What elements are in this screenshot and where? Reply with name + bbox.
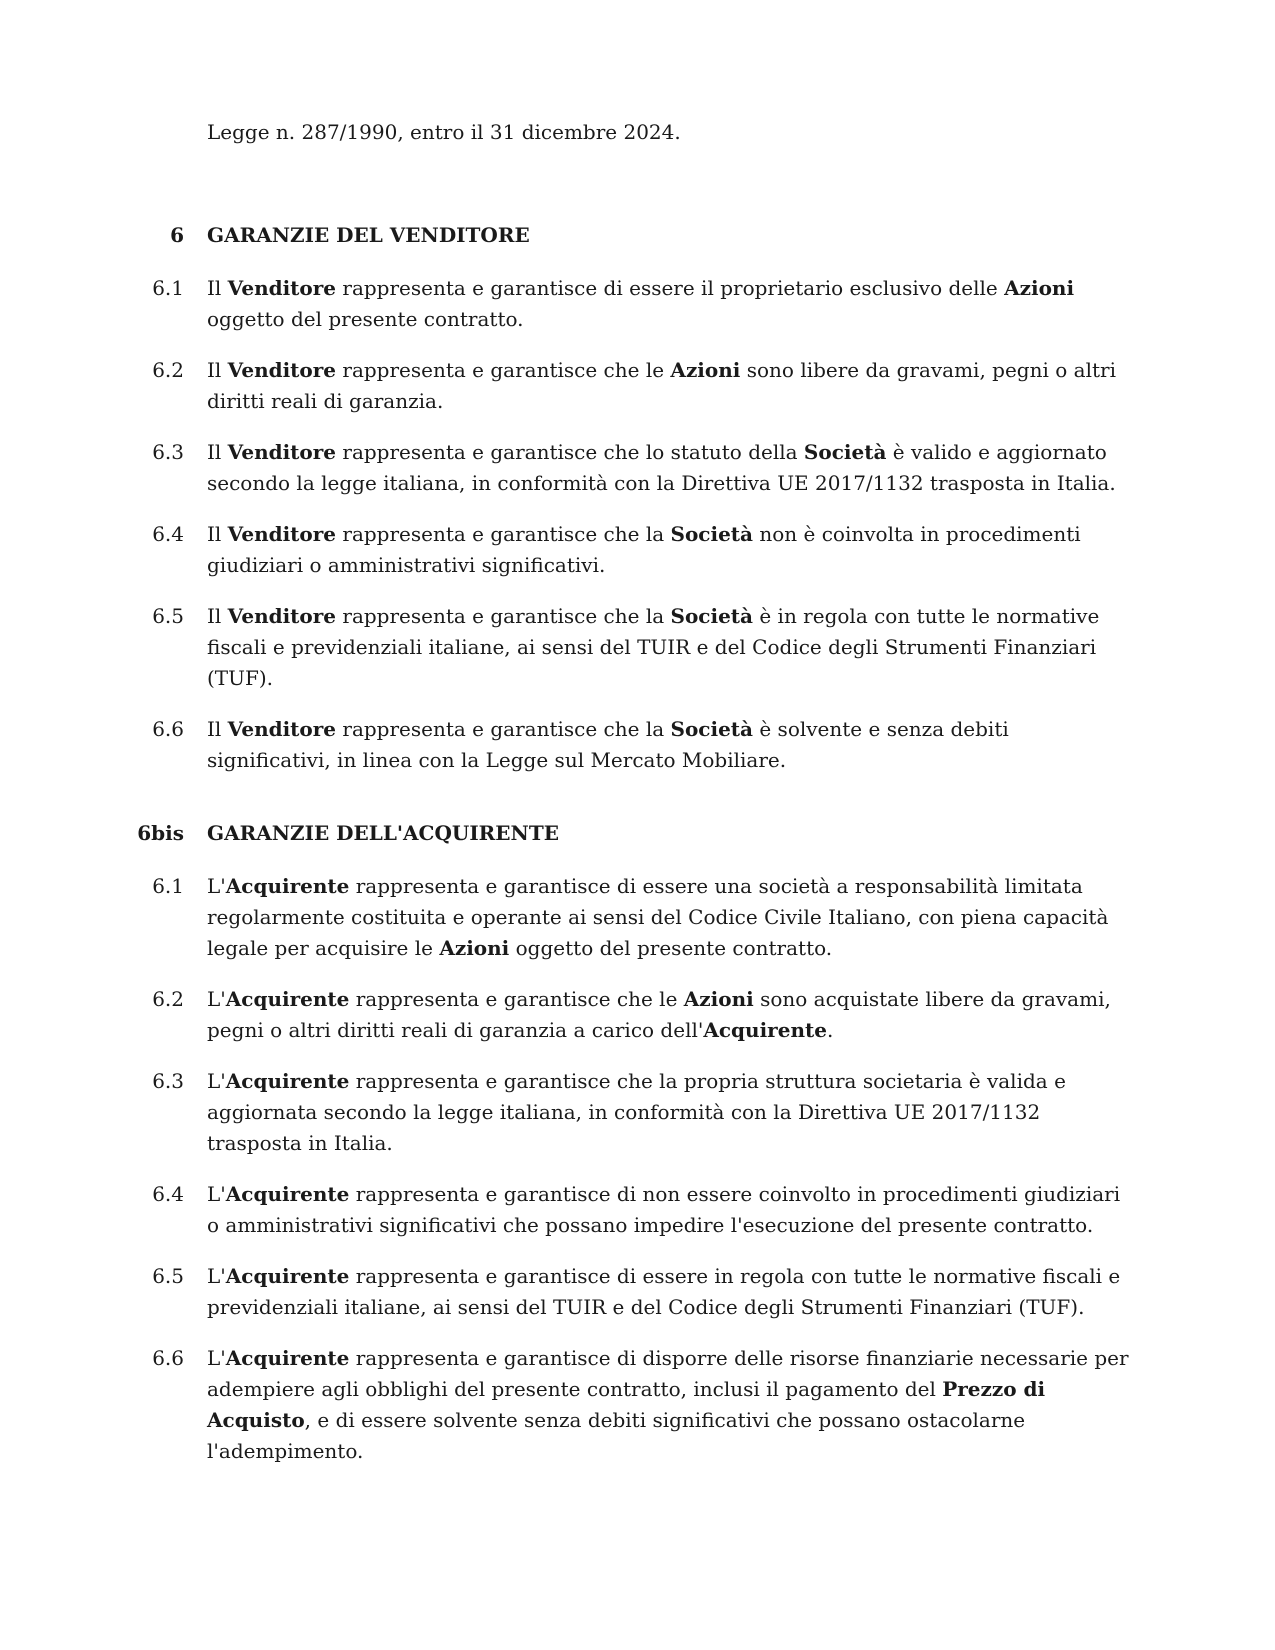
- clause-item: [0, 1343, 1275, 1467]
- clause-text-segment: L': [207, 1264, 226, 1288]
- defined-term: Acquirente: [225, 1069, 350, 1093]
- clause-text-segment: rappresenta e garantisce che la: [336, 604, 671, 628]
- clause-number: 6.3: [152, 1069, 184, 1093]
- defined-term: Società: [670, 522, 753, 546]
- clause-number: 6.6: [152, 717, 184, 741]
- clause-text: [207, 1179, 1137, 1241]
- defined-term: Venditore: [227, 440, 337, 464]
- clause-text-segment: rappresenta e garantisce che le: [349, 987, 684, 1011]
- intro-paragraph: Legge n. 287/1990, entro il 31 dicembre 2024.: [207, 120, 681, 144]
- defined-term: Azioni: [1004, 276, 1075, 300]
- clause-text-segment: rappresenta e garantisce che la: [336, 717, 671, 741]
- defined-term: Acquirente: [225, 1182, 350, 1206]
- clause-text-segment: rappresenta e garantisce di non essere coinvolto in procedimenti giudiziari o amministrativi significativi che possano impedire l'esecuzione del presente contratto.: [207, 1182, 1121, 1237]
- clause-text: [207, 601, 1137, 694]
- defined-term: Venditore: [227, 276, 337, 300]
- section-number: 6bis: [137, 821, 184, 845]
- clause-text-segment: , e di essere solvente senza debiti significativi che possano ostacolarne l'adempimento.: [207, 1408, 1026, 1463]
- clause-item: [0, 1066, 1275, 1159]
- defined-term: Società: [670, 604, 753, 628]
- clause-text-segment: Il: [207, 358, 228, 382]
- clause-item: [0, 355, 1275, 417]
- clause-text-segment: Il: [207, 717, 228, 741]
- clause-text-segment: .: [826, 1018, 834, 1042]
- clause-text: [207, 984, 1137, 1046]
- section-title: GARANZIE DELL'ACQUIRENTE: [207, 821, 559, 845]
- clause-number: 6.5: [152, 604, 184, 628]
- defined-term: Prezzo di Acquisto: [207, 1377, 1046, 1432]
- clause-text: [207, 714, 1137, 776]
- clause-text: [207, 871, 1137, 964]
- section-heading: [0, 220, 1275, 251]
- clause-number: 6.6: [152, 1346, 184, 1370]
- clause-text-segment: sono libere da gravami, pegni o altri diritti reali di garanzia.: [207, 358, 1116, 413]
- clause-text-segment: rappresenta e garantisce che le: [336, 358, 671, 382]
- clause-item: [0, 1261, 1275, 1323]
- clause-text-segment: è valido e aggiornato secondo la legge italiana, in conformità con la Direttiva UE 2017/1132 trasposta in Italia.: [207, 440, 1116, 495]
- clause-number: 6.5: [152, 1264, 184, 1288]
- clause-text-segment: sono acquistate libere da gravami, pegni o altri diritti reali di garanzia a carico dell': [207, 987, 1111, 1042]
- clause-number: 6.1: [152, 874, 184, 898]
- section-buyer-warranties: [0, 818, 1275, 1487]
- clause-item: [0, 519, 1275, 581]
- clause-text-segment: Il: [207, 440, 228, 464]
- clause-text-segment: rappresenta e garantisce che lo statuto della: [336, 440, 804, 464]
- defined-term: Acquirente: [225, 987, 350, 1011]
- clause-item: [0, 871, 1275, 964]
- clause-item: [0, 601, 1275, 694]
- clause-number: 6.3: [152, 440, 184, 464]
- defined-term: Acquirente: [225, 1264, 350, 1288]
- clause-text: [207, 1343, 1137, 1467]
- section-number: 6: [170, 223, 184, 247]
- clause-text: [207, 1261, 1137, 1323]
- defined-term: Acquirente: [225, 1346, 350, 1370]
- clause-item: [0, 984, 1275, 1046]
- section-title: GARANZIE DEL VENDITORE: [207, 223, 530, 247]
- clause-item: [0, 714, 1275, 776]
- clause-text: [207, 519, 1137, 581]
- clause-text-segment: oggetto del presente contratto.: [207, 307, 524, 331]
- defined-term: Venditore: [227, 604, 337, 628]
- clause-item: [0, 437, 1275, 499]
- defined-term: Società: [670, 717, 753, 741]
- defined-term: Acquirente: [703, 1018, 827, 1042]
- clause-text-segment: Il: [207, 276, 228, 300]
- clause-text: [207, 273, 1137, 335]
- clause-text: [207, 437, 1137, 499]
- clause-number: 6.4: [152, 522, 184, 546]
- clause-number: 6.4: [152, 1182, 184, 1206]
- clause-text-segment: L': [207, 874, 226, 898]
- clause-text-segment: è in regola con tutte le normative fiscali e previdenziali italiane, ai sensi del TUIR e del Codice degli Strumenti Finanziari (TUF).: [207, 604, 1100, 690]
- defined-term: Venditore: [227, 522, 337, 546]
- clause-text-segment: rappresenta e garantisce di essere in regola con tutte le normative fiscali e previdenziali italiane, ai sensi del TUIR e del Codice degli Strumenti Finanziari (TUF).: [207, 1264, 1121, 1319]
- clause-text-segment: Il: [207, 604, 228, 628]
- clause-list: [0, 273, 1275, 776]
- clause-text-segment: rappresenta e garantisce che la propria struttura societaria è valida e aggiornata secondo la legge italiana, in conformità con la Direttiva UE 2017/1132 trasposta in Italia.: [207, 1069, 1066, 1155]
- clause-number: 6.2: [152, 358, 184, 382]
- defined-term: Acquirente: [225, 874, 350, 898]
- defined-term: Azioni: [439, 936, 510, 960]
- clause-text-segment: Il: [207, 522, 228, 546]
- section-heading: [0, 818, 1275, 849]
- clause-text-segment: è solvente e senza debiti significativi, in linea con la Legge sul Mercato Mobiliare.: [207, 717, 1009, 772]
- defined-term: Società: [803, 440, 887, 464]
- clause-item: [0, 1179, 1275, 1241]
- section-seller-warranties: [0, 220, 1275, 796]
- clause-text-segment: rappresenta e garantisce di essere il proprietario esclusivo delle: [336, 276, 1005, 300]
- clause-text-segment: non è coinvolta in procedimenti giudiziari o amministrativi significativi.: [207, 522, 1081, 577]
- clause-text-segment: rappresenta e garantisce di essere una società a responsabilità limitata regolarmente costituita e operante ai sensi del Codice Civile Italiano, con piena capacità legale per acquisire le: [207, 874, 1109, 960]
- clause-number: 6.1: [152, 276, 184, 300]
- clause-text-segment: rappresenta e garantisce di disporre delle risorse finanziarie necessarie per adempiere agli obblighi del presente contratto, inclusi il pagamento del: [207, 1346, 1129, 1401]
- clause-text-segment: L': [207, 1069, 226, 1093]
- clause-number: 6.2: [152, 987, 184, 1011]
- clause-text-segment: oggetto del presente contratto.: [509, 936, 833, 960]
- defined-term: Azioni: [683, 987, 754, 1011]
- clause-text-segment: L': [207, 987, 226, 1011]
- clause-text: [207, 1066, 1137, 1159]
- clause-item: [0, 273, 1275, 335]
- clause-list: [0, 871, 1275, 1467]
- clause-text: [207, 355, 1137, 417]
- clause-text-segment: L': [207, 1346, 226, 1370]
- clause-text-segment: L': [207, 1182, 226, 1206]
- defined-term: Venditore: [227, 358, 337, 382]
- defined-term: Azioni: [670, 358, 741, 382]
- clause-text-segment: rappresenta e garantisce che la: [336, 522, 671, 546]
- defined-term: Venditore: [227, 717, 337, 741]
